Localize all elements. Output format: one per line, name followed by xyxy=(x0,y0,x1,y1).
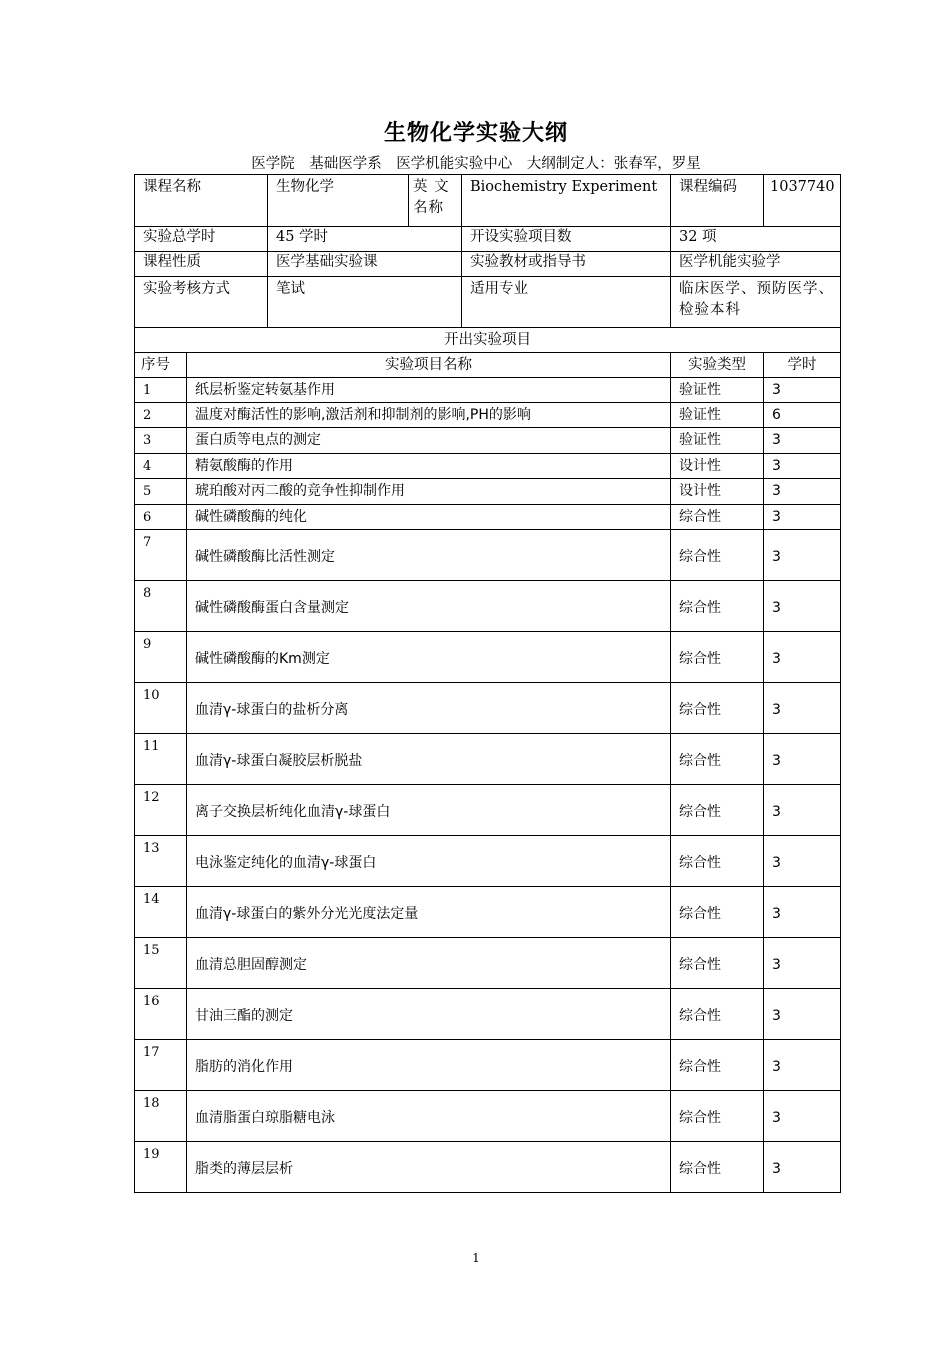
row-hours: 3 xyxy=(764,378,841,403)
project-count-value: 32 项 xyxy=(671,227,841,252)
row-hours: 3 xyxy=(764,1091,841,1142)
table-row xyxy=(135,836,841,887)
row-name: 碱性磷酸酶比活性测定 xyxy=(187,530,671,581)
table-row xyxy=(135,734,841,785)
projects-table xyxy=(134,327,841,1193)
row-hours: 3 xyxy=(764,1142,841,1193)
row-no: 11 xyxy=(135,734,187,785)
section-title: 开出实验项目 xyxy=(135,328,841,353)
row-no: 14 xyxy=(135,887,187,938)
row-type: 验证性 xyxy=(671,378,764,403)
table-row xyxy=(135,887,841,938)
row-name: 碱性磷酸酶蛋白含量测定 xyxy=(187,581,671,632)
row-hours: 3 xyxy=(764,632,841,683)
table-row xyxy=(135,403,841,428)
table-row xyxy=(135,530,841,581)
row-no: 18 xyxy=(135,1091,187,1142)
row-name: 温度对酶活性的影响,激活剂和抑制剂的影响,PH的影响 xyxy=(187,403,671,428)
row-hours: 3 xyxy=(764,785,841,836)
row-name: 脂肪的消化作用 xyxy=(187,1040,671,1091)
info-row xyxy=(135,175,841,227)
row-no: 19 xyxy=(135,1142,187,1193)
row-hours: 3 xyxy=(764,938,841,989)
header-name: 实验项目名称 xyxy=(187,353,671,378)
info-row xyxy=(135,277,841,328)
table-row xyxy=(135,1091,841,1142)
row-name: 血清γ-球蛋白凝胶层析脱盐 xyxy=(187,734,671,785)
row-no: 3 xyxy=(135,428,187,454)
row-hours: 3 xyxy=(764,836,841,887)
row-type: 综合性 xyxy=(671,1142,764,1193)
row-name: 精氨酸酶的作用 xyxy=(187,454,671,479)
course-name-value: 生物化学 xyxy=(268,175,409,227)
course-name-label: 课程名称 xyxy=(135,175,268,227)
row-type: 验证性 xyxy=(671,428,764,454)
row-hours: 3 xyxy=(764,989,841,1040)
assessment-value: 笔试 xyxy=(268,277,462,328)
table-row xyxy=(135,632,841,683)
row-hours: 3 xyxy=(764,581,841,632)
row-name: 蛋白质等电点的测定 xyxy=(187,428,671,454)
row-type: 综合性 xyxy=(671,836,764,887)
section-title-row xyxy=(135,328,841,353)
row-hours: 3 xyxy=(764,1040,841,1091)
row-type: 综合性 xyxy=(671,887,764,938)
table-row xyxy=(135,1142,841,1193)
table-row xyxy=(135,938,841,989)
project-count-label: 开设实验项目数 xyxy=(462,227,671,252)
table-row xyxy=(135,505,841,530)
nature-value: 医学基础实验课 xyxy=(268,252,462,277)
major-label: 适用专业 xyxy=(462,277,671,328)
row-no: 16 xyxy=(135,989,187,1040)
nature-label: 课程性质 xyxy=(135,252,268,277)
row-hours: 3 xyxy=(764,683,841,734)
major-value: 临床医学、预防医学、检验本科 xyxy=(671,277,841,328)
table-row xyxy=(135,989,841,1040)
english-name-value: Biochemistry Experiment xyxy=(462,175,671,227)
header-hours: 学时 xyxy=(764,353,841,378)
row-type: 设计性 xyxy=(671,454,764,479)
row-no: 10 xyxy=(135,683,187,734)
row-name: 脂类的薄层层析 xyxy=(187,1142,671,1193)
header-type: 实验类型 xyxy=(671,353,764,378)
total-hours-value: 45 学时 xyxy=(268,227,462,252)
row-type: 综合性 xyxy=(671,581,764,632)
row-type: 综合性 xyxy=(671,683,764,734)
row-type: 综合性 xyxy=(671,734,764,785)
row-name: 碱性磷酸酶的纯化 xyxy=(187,505,671,530)
row-name: 琥珀酸对丙二酸的竞争性抑制作用 xyxy=(187,479,671,505)
page-title: 生物化学实验大纲 xyxy=(383,121,568,146)
row-name: 血清γ-球蛋白的紫外分光光度法定量 xyxy=(187,887,671,938)
row-no: 8 xyxy=(135,581,187,632)
table-row xyxy=(135,454,841,479)
table-row xyxy=(135,1040,841,1091)
row-hours: 3 xyxy=(764,530,841,581)
row-hours: 3 xyxy=(764,505,841,530)
row-type: 综合性 xyxy=(671,1091,764,1142)
table-row xyxy=(135,479,841,505)
header-row xyxy=(135,353,841,378)
row-no: 2 xyxy=(135,403,187,428)
row-no: 4 xyxy=(135,454,187,479)
row-name: 电泳鉴定纯化的血清γ-球蛋白 xyxy=(187,836,671,887)
row-hours: 6 xyxy=(764,403,841,428)
row-hours: 3 xyxy=(764,734,841,785)
row-type: 综合性 xyxy=(671,1040,764,1091)
row-no: 9 xyxy=(135,632,187,683)
row-name: 纸层析鉴定转氨基作用 xyxy=(187,378,671,403)
row-name: 血清γ-球蛋白的盐析分离 xyxy=(187,683,671,734)
row-name: 碱性磷酸酶的Km测定 xyxy=(187,632,671,683)
row-no: 6 xyxy=(135,505,187,530)
row-hours: 3 xyxy=(764,428,841,454)
row-no: 12 xyxy=(135,785,187,836)
row-name: 血清总胆固醇测定 xyxy=(187,938,671,989)
row-type: 综合性 xyxy=(671,530,764,581)
row-name: 离子交换层析纯化血清γ-球蛋白 xyxy=(187,785,671,836)
row-type: 综合性 xyxy=(671,505,764,530)
course-info-table xyxy=(134,174,841,328)
row-no: 5 xyxy=(135,479,187,505)
row-type: 综合性 xyxy=(671,989,764,1040)
total-hours-label: 实验总学时 xyxy=(135,227,268,252)
table-row xyxy=(135,428,841,454)
assessment-label: 实验考核方式 xyxy=(135,277,268,328)
header-no: 序号 xyxy=(135,353,187,378)
project-rows xyxy=(135,378,841,1193)
row-name: 甘油三酯的测定 xyxy=(187,989,671,1040)
english-name-label: 英 文名称 xyxy=(409,175,462,227)
row-no: 13 xyxy=(135,836,187,887)
row-type: 综合性 xyxy=(671,938,764,989)
row-no: 7 xyxy=(135,530,187,581)
textbook-value: 医学机能实验学 xyxy=(671,252,841,277)
table-row xyxy=(135,378,841,403)
row-no: 17 xyxy=(135,1040,187,1091)
row-type: 设计性 xyxy=(671,479,764,505)
row-type: 综合性 xyxy=(671,632,764,683)
course-code-label: 课程编码 xyxy=(671,175,764,227)
row-hours: 3 xyxy=(764,887,841,938)
table-row xyxy=(135,785,841,836)
row-no: 1 xyxy=(135,378,187,403)
row-hours: 3 xyxy=(764,454,841,479)
table-row xyxy=(135,683,841,734)
row-name: 血清脂蛋白琼脂糖电泳 xyxy=(187,1091,671,1142)
info-row xyxy=(135,252,841,277)
page-subtitle: 医学院 基础医学系 医学机能实验中心 大纲制定人：张春军，罗星 xyxy=(251,156,701,172)
textbook-label: 实验教材或指导书 xyxy=(462,252,671,277)
page-number: 1 xyxy=(472,1251,480,1265)
row-no: 15 xyxy=(135,938,187,989)
table-row xyxy=(135,581,841,632)
info-row xyxy=(135,227,841,252)
course-code-value: 1037740 xyxy=(764,175,841,227)
row-type: 综合性 xyxy=(671,785,764,836)
row-hours: 3 xyxy=(764,479,841,505)
row-type: 验证性 xyxy=(671,403,764,428)
